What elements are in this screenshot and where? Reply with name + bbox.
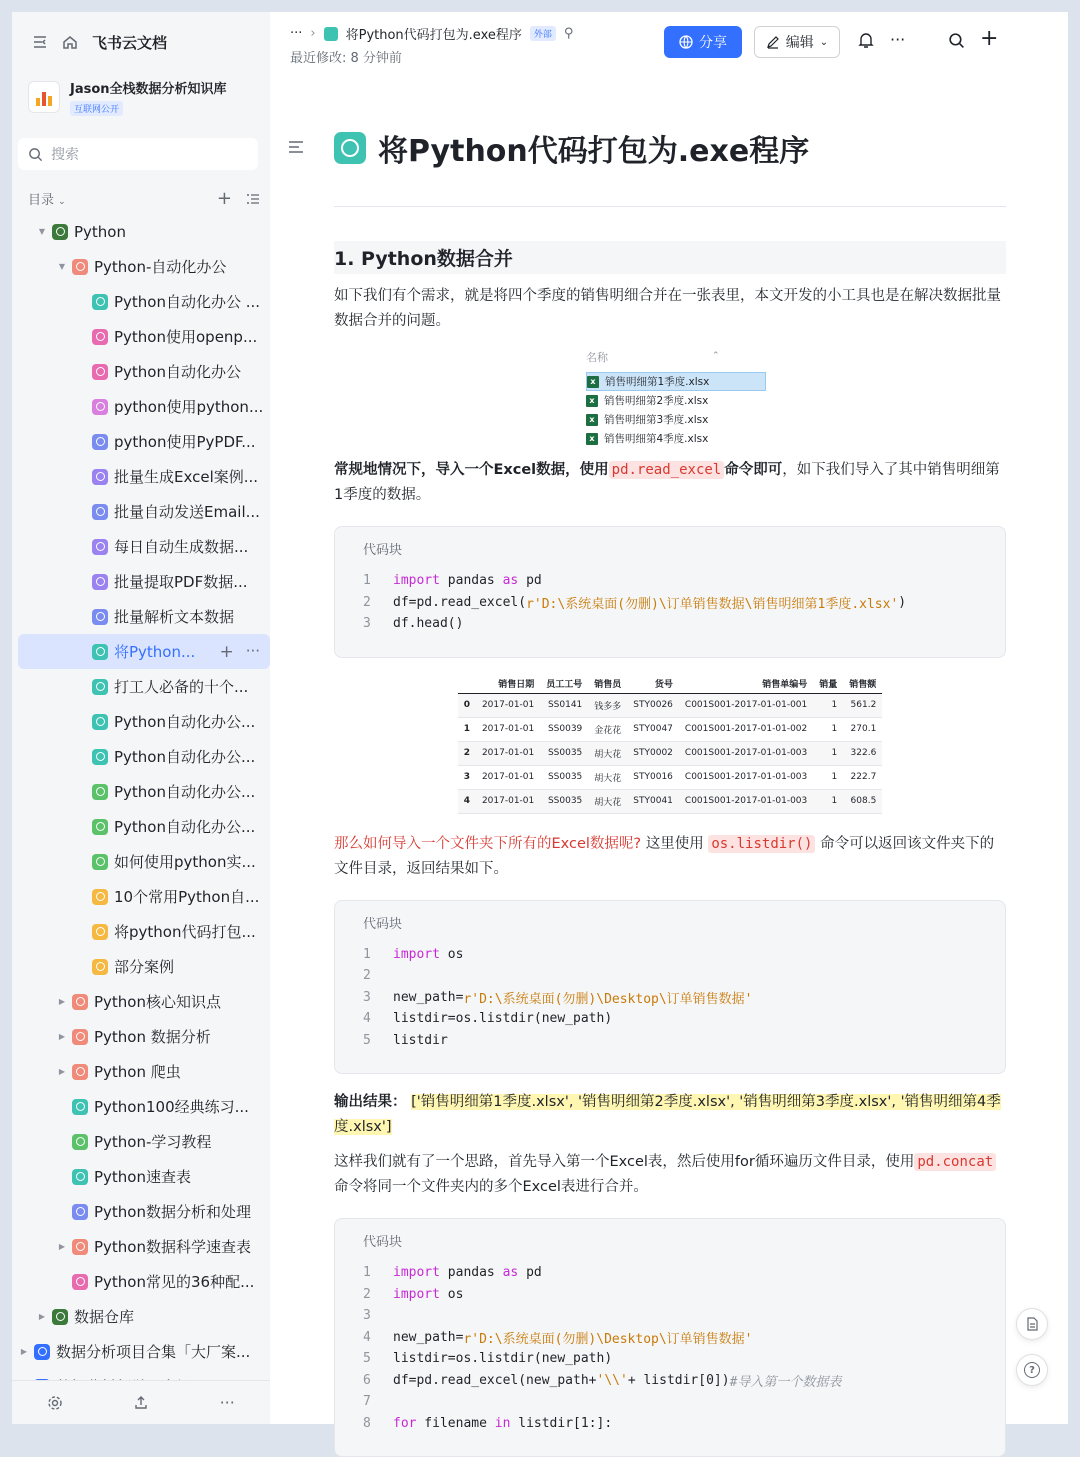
doc-icon [72, 994, 88, 1010]
code-line: 4 listdir=os.listdir(new_path) [363, 1011, 613, 1027]
table-cell: STY0026 [627, 693, 679, 717]
table-header: 销售日期 [476, 674, 540, 694]
table-header [458, 674, 476, 694]
doc-icon [52, 1309, 68, 1325]
table-cell: C001S001-2017-01-01-003 [679, 765, 813, 789]
doc-icon [92, 959, 108, 975]
table-header: 员工工号 [540, 674, 588, 694]
tree-item-label: python使用python... [114, 398, 264, 416]
table-cell: 1 [813, 789, 843, 813]
doc-icon [72, 1134, 88, 1150]
share-out-icon[interactable] [133, 1395, 149, 1411]
tree-item[interactable] [18, 914, 270, 949]
table-cell: 金花花 [588, 717, 627, 741]
tree-item-label: Python常见的36种配... [94, 1273, 255, 1291]
tree-item[interactable] [18, 1159, 270, 1194]
code-line: 2 [363, 968, 371, 984]
tree-item[interactable] [18, 809, 270, 844]
more-icon[interactable]: ··· [890, 30, 906, 49]
doc-icon [92, 504, 108, 520]
tree-item-label: 批量自动发送Email... [114, 503, 260, 521]
tree-item-label: 批量解析文本数据 [114, 608, 235, 626]
chevron-down-icon: ⌄ [58, 197, 66, 207]
tree-item[interactable] [18, 984, 270, 1019]
tree-item-label: Python自动化办公... [114, 713, 256, 731]
last-modified: 最近修改: 8 分钟前 [290, 51, 402, 66]
doc-icon [72, 1274, 88, 1290]
doc-icon [92, 609, 108, 625]
tree-item-label: Python-学习教程 [94, 1133, 212, 1151]
code-line: 2 import os [363, 1286, 464, 1302]
doc-icon [72, 1239, 88, 1255]
search-placeholder: 搜索 [51, 147, 79, 163]
tree-item-label: 每日自动生成数据... [114, 538, 249, 556]
tree-item[interactable] [18, 844, 270, 879]
title-divider [334, 206, 1006, 207]
breadcrumb-doc[interactable]: 将Python代码打包为.exe程序 [345, 28, 522, 43]
app-title[interactable]: 飞书云文档 [92, 33, 168, 52]
table-cell: SS0141 [540, 693, 588, 717]
tree-item[interactable] [18, 354, 270, 389]
file-item: x 销售明细第4季度.xlsx [586, 429, 766, 448]
excel-file-icon: x [586, 433, 598, 445]
table-cell: 2017-01-01 [476, 693, 540, 717]
code-block-3[interactable] [334, 1218, 1006, 1457]
doc-icon [92, 714, 108, 730]
doc-icon [92, 644, 108, 660]
table-cell: SS0035 [540, 765, 588, 789]
table-header: 货号 [627, 674, 679, 694]
table-row [458, 789, 883, 813]
table-row [458, 765, 883, 789]
caret-right-icon[interactable]: ▶ [58, 997, 66, 1006]
doc-icon [92, 399, 108, 415]
code-line: 3 new_path= r'D:\系统桌面(勿删)\Desktop\订单销售数据' [363, 989, 753, 1007]
tree-item-label: 如何使用python实... [114, 853, 256, 871]
add-icon[interactable]: + [219, 641, 234, 662]
table-cell: 4 [458, 789, 476, 813]
code-block-label: 代码块 [363, 543, 403, 558]
search-icon[interactable] [948, 32, 965, 49]
code-line: 1 import pandas as pd [363, 573, 542, 589]
table-cell: 2 [458, 741, 476, 765]
tree-item-label: Python使用openp... [114, 328, 258, 346]
tree-item[interactable] [18, 599, 270, 634]
table-header: 销量 [813, 674, 843, 694]
doc-title: 将Python代码打包为.exe程序 [334, 112, 1006, 184]
table-cell: 2017-01-01 [476, 789, 540, 813]
tree-item[interactable] [18, 704, 270, 739]
caret-down-icon[interactable]: ▼ [58, 262, 66, 271]
table-cell: 胡大花 [588, 789, 627, 813]
doc-icon [92, 679, 108, 695]
doc-icon [92, 539, 108, 555]
tree-item[interactable] [18, 774, 270, 809]
code-line: 3 df.head() [363, 616, 464, 632]
tree-item-label: 批量提取PDF数据... [114, 573, 248, 591]
table-cell: 胡大花 [588, 765, 627, 789]
share-button[interactable]: 分享 [664, 26, 742, 58]
tree-item[interactable] [18, 1334, 270, 1369]
tree-item-label: 10个常用Python自... [114, 888, 260, 906]
sidebar-header [32, 30, 167, 54]
doc-icon [92, 364, 108, 380]
tree-item-label: Python速查表 [94, 1168, 191, 1186]
highlighted-output: ['销售明细第1季度.xlsx', '销售明细第2季度.xlsx', '销售明细第3季度.xlsx', '销售明细第4季度.xlsx'] [334, 1094, 1001, 1135]
tree-item-label: Python自动化办公... [114, 783, 256, 801]
inline-code: pd.read_excel [609, 461, 725, 479]
outline-icon[interactable] [288, 140, 304, 154]
code-line: 1 import pandas as pd [363, 1265, 542, 1281]
table-cell: SS0035 [540, 741, 588, 765]
tree-item[interactable] [18, 319, 270, 354]
doc-icon [334, 132, 366, 164]
code-line: 1 import os [363, 946, 464, 962]
inline-code: pd.concat [914, 1153, 996, 1171]
tree-item[interactable] [18, 214, 270, 249]
table-cell: 3 [458, 765, 476, 789]
code-block-label: 代码块 [363, 1235, 403, 1250]
table-cell: C001S001-2017-01-01-001 [679, 693, 813, 717]
section-heading: 1. Python数据合并 [334, 241, 1006, 274]
code-line: 4 new_path= r'D:\系统桌面(勿删)\Desktop\订单销售数据' [363, 1329, 753, 1347]
list-settings-icon[interactable] [246, 188, 260, 209]
toc-header [28, 188, 260, 209]
chevron-right-icon: › [310, 26, 316, 41]
add-icon[interactable]: + [980, 26, 999, 51]
doc-icon [72, 1029, 88, 1045]
doc-icon [92, 924, 108, 940]
doc-icon [92, 469, 108, 485]
main-content [270, 12, 1068, 1431]
tree-item[interactable] [18, 669, 270, 704]
doc-type-icon [324, 27, 338, 41]
paragraph-1: 如下我们有个需求，就是将四个季度的销售明细合并在一张表里，本文开发的小工具也是在解决数据批量数据合并的问题。 [334, 288, 1001, 329]
table-cell: C001S001-2017-01-01-002 [679, 717, 813, 741]
table-cell: 2017-01-01 [476, 717, 540, 741]
bell-icon[interactable] [858, 32, 874, 49]
knowledge-base-header[interactable] [28, 78, 227, 116]
tree-item-label: Python数据科学速查表 [94, 1238, 251, 1256]
globe-icon [679, 35, 693, 49]
chevron-down-icon: ⌄ [819, 36, 829, 48]
table-cell: C001S001-2017-01-01-003 [679, 741, 813, 765]
table-cell: STY0047 [627, 717, 679, 741]
paragraph-output: 输出结果： ['销售明细第1季度.xlsx', '销售明细第2季度.xlsx', '销售明细第3季度.xlsx', '销售明细第4季度.xlsx'] [334, 1094, 1001, 1135]
table-cell: 钱多多 [588, 693, 627, 717]
tree-item[interactable] [18, 634, 270, 669]
code-line: 6 df=pd.read_excel(new_path+ '\\' + listdir[0]) #导入第一个数据表 [363, 1372, 842, 1390]
table-cell: 1 [458, 717, 476, 741]
doc-icon [72, 259, 88, 275]
excel-file-icon: x [586, 414, 598, 426]
tree-item[interactable] [18, 529, 270, 564]
doc-icon [34, 1344, 50, 1360]
table-cell: 1 [813, 717, 843, 741]
table-row [458, 693, 883, 717]
tree-item-label: 批量生成Excel案例... [114, 468, 259, 486]
file-item: x 销售明细第2季度.xlsx [586, 391, 766, 410]
table-cell: 2017-01-01 [476, 741, 540, 765]
tree-item-label: Python 数据分析 [94, 1028, 211, 1046]
tree-item-label: Python自动化办公 [114, 363, 241, 381]
code-line: 3 [363, 1308, 371, 1324]
tree-item-label: 数据分析项目合集「大厂案... [56, 1343, 251, 1361]
caret-right-icon[interactable]: ▶ [58, 1242, 66, 1251]
doc-icon [52, 224, 68, 240]
file-item: x 销售明细第3季度.xlsx [586, 410, 766, 429]
help-button[interactable] [1016, 1354, 1048, 1386]
kb-avatar [28, 81, 60, 113]
app-window [12, 12, 1068, 1431]
tree-item[interactable] [18, 249, 270, 284]
home-icon[interactable] [62, 34, 78, 50]
settings-icon[interactable] [47, 1395, 63, 1411]
pin-icon[interactable]: ⚲ [563, 26, 574, 41]
tree-item-label: Python自动化办公 ... [114, 293, 261, 311]
add-icon[interactable]: + [216, 188, 232, 209]
caret-right-icon[interactable]: ▶ [58, 1032, 66, 1041]
more-icon[interactable]: ··· [245, 641, 260, 660]
code-line: 5 listdir=os.listdir(new_path) [363, 1351, 613, 1367]
doc-icon [72, 1064, 88, 1080]
file-list-header: 名称 ⌃ [586, 348, 766, 372]
table-cell: 0 [458, 693, 476, 717]
document-icon [1025, 1317, 1039, 1331]
collapse-sidebar-icon[interactable] [32, 34, 48, 50]
doc-info-button[interactable] [1016, 1308, 1048, 1340]
table-cell: 1 [813, 741, 843, 765]
pencil-icon [766, 35, 780, 49]
toc-label[interactable]: 目录 ⌄ [28, 193, 66, 208]
doc-icon [72, 1204, 88, 1220]
tree-item-label: 数据仓库 [74, 1308, 135, 1326]
table-cell: SS0039 [540, 717, 588, 741]
code-line: 2 df=pd.read_excel( r'D:\系统桌面(勿删)\订单销售数据\销售明细第1季度.xlsx' ) [363, 594, 907, 612]
table-header: 销售员 [588, 674, 627, 694]
tree-item[interactable] [18, 1264, 270, 1299]
doc-icon [92, 854, 108, 870]
table-cell: 2017-01-01 [476, 765, 540, 789]
table-cell: SS0035 [540, 789, 588, 813]
table-cell: 270.1 [843, 717, 882, 741]
tree-item[interactable] [18, 949, 270, 984]
tree-item-label: Python 爬虫 [94, 1063, 181, 1081]
doc-icon [92, 889, 108, 905]
file-item: x 销售明细第1季度.xlsx [586, 372, 766, 391]
excel-file-icon: x [586, 395, 598, 407]
breadcrumb-more[interactable]: ··· [290, 26, 303, 41]
tree-item[interactable] [18, 1299, 270, 1334]
doc-icon [72, 1169, 88, 1185]
tree-item[interactable] [18, 1229, 270, 1264]
paragraph-3: 那么如何导入一个文件夹下所有的Excel数据呢? 这里使用 os.listdir() 命令可以返回该文件夹下的文件目录，返回结果如下。 [334, 835, 995, 877]
table-cell: 608.5 [843, 789, 882, 813]
tree-item-label: Python核心知识点 [94, 993, 221, 1011]
caret-right-icon[interactable]: ▶ [20, 1347, 28, 1356]
table-header: 销售单编号 [679, 674, 813, 694]
paragraph-2: 常规地情况下，导入一个Excel数据，使用 pd.read_excel 命令即可，如下我们导入了其中销售明细第1季度的数据。 [334, 462, 1000, 503]
table-cell: 1 [813, 765, 843, 789]
code-line: 5 listdir [363, 1032, 448, 1048]
tree-item-label: Python自动化办公... [114, 818, 256, 836]
tree-item[interactable] [18, 1124, 270, 1159]
caret-right-icon[interactable]: ▶ [38, 1312, 46, 1321]
table-row [458, 717, 883, 741]
topbar [270, 12, 1068, 82]
kb-name: Jason全栈数据分析知识库 [70, 82, 227, 97]
table-cell: STY0016 [627, 765, 679, 789]
caret-right-icon[interactable]: ▶ [58, 1067, 66, 1076]
tree-item[interactable] [18, 424, 270, 459]
tree-item[interactable] [18, 739, 270, 774]
table-cell: 1 [813, 693, 843, 717]
code-line: 7 [363, 1394, 371, 1410]
tree-item-label: Python100经典练习... [94, 1098, 249, 1116]
excel-file-icon: x [587, 376, 599, 388]
breadcrumb [290, 24, 573, 43]
doc-icon [92, 784, 108, 800]
doc-icon [92, 574, 108, 590]
tree-item-label: Python数据分析和处理 [94, 1203, 251, 1221]
code-block-1[interactable] [334, 526, 1006, 658]
table-cell: 322.6 [843, 741, 882, 765]
tree-item-label: 打工人必备的十个... [114, 678, 249, 696]
dataframe-table [458, 674, 883, 814]
tree-item-label: Python [74, 222, 126, 241]
doc-tree [18, 214, 270, 1382]
inline-code: os.listdir() [708, 835, 815, 853]
code-block-label: 代码块 [363, 916, 403, 932]
tree-item[interactable] [18, 389, 270, 424]
kb-badge: 互联网公开 [70, 101, 123, 116]
file-list-image [586, 348, 766, 448]
tree-item-label: 部分案例 [114, 958, 175, 976]
tree-item[interactable] [18, 459, 270, 494]
external-tag: 外部 [530, 26, 556, 41]
tree-item-label: Python-自动化办公 [94, 258, 227, 276]
tree-item-label: 将Python... [114, 643, 196, 661]
tree-item[interactable] [18, 284, 270, 319]
table-row [458, 741, 883, 765]
table-cell: 222.7 [843, 765, 882, 789]
document [334, 112, 1006, 1457]
tree-item[interactable] [18, 879, 270, 914]
edit-button[interactable]: 编辑 ⌄ [754, 26, 840, 58]
help-icon: ? [1024, 1362, 1040, 1378]
code-line: 8 for filename in listdir[1:]: [363, 1415, 613, 1431]
table-cell: 561.2 [843, 693, 882, 717]
doc-icon [92, 434, 108, 450]
sidebar-footer [12, 1380, 270, 1424]
tree-item[interactable] [18, 1054, 270, 1089]
sidebar [12, 12, 270, 1424]
paragraph-5: 这样我们就有了一个思路，首先导入第一个Excel表，然后使用for循环遍历文件目录，使用 pd.concat 命令将同一个文件夹内的多个Excel表进行合并。 [334, 1150, 1006, 1200]
tree-item-label: python使用PyPDF... [114, 433, 256, 451]
table-cell: STY0041 [627, 789, 679, 813]
tree-item-label: Python自动化办公... [114, 748, 256, 766]
table-cell: STY0002 [627, 741, 679, 765]
tree-item-label: 将python代码打包... [114, 923, 256, 941]
doc-icon [92, 749, 108, 765]
sort-caret-icon: ⌃ [712, 351, 720, 361]
doc-icon [92, 819, 108, 835]
tree-item[interactable] [18, 1019, 270, 1054]
code-block-2[interactable] [334, 900, 1006, 1075]
doc-icon [72, 1099, 88, 1115]
table-cell: 胡大花 [588, 741, 627, 765]
doc-icon [92, 294, 108, 310]
tree-item[interactable] [18, 1194, 270, 1229]
table-header: 销售额 [843, 674, 882, 694]
tree-item[interactable] [18, 1089, 270, 1124]
tree-item[interactable] [18, 494, 270, 529]
tree-item[interactable] [18, 564, 270, 599]
search-icon [28, 147, 43, 162]
search-input[interactable] [18, 138, 258, 170]
more-icon[interactable]: ··· [219, 1393, 235, 1412]
table-cell: C001S001-2017-01-01-003 [679, 789, 813, 813]
doc-icon [92, 329, 108, 345]
caret-down-icon[interactable]: ▼ [38, 227, 46, 236]
